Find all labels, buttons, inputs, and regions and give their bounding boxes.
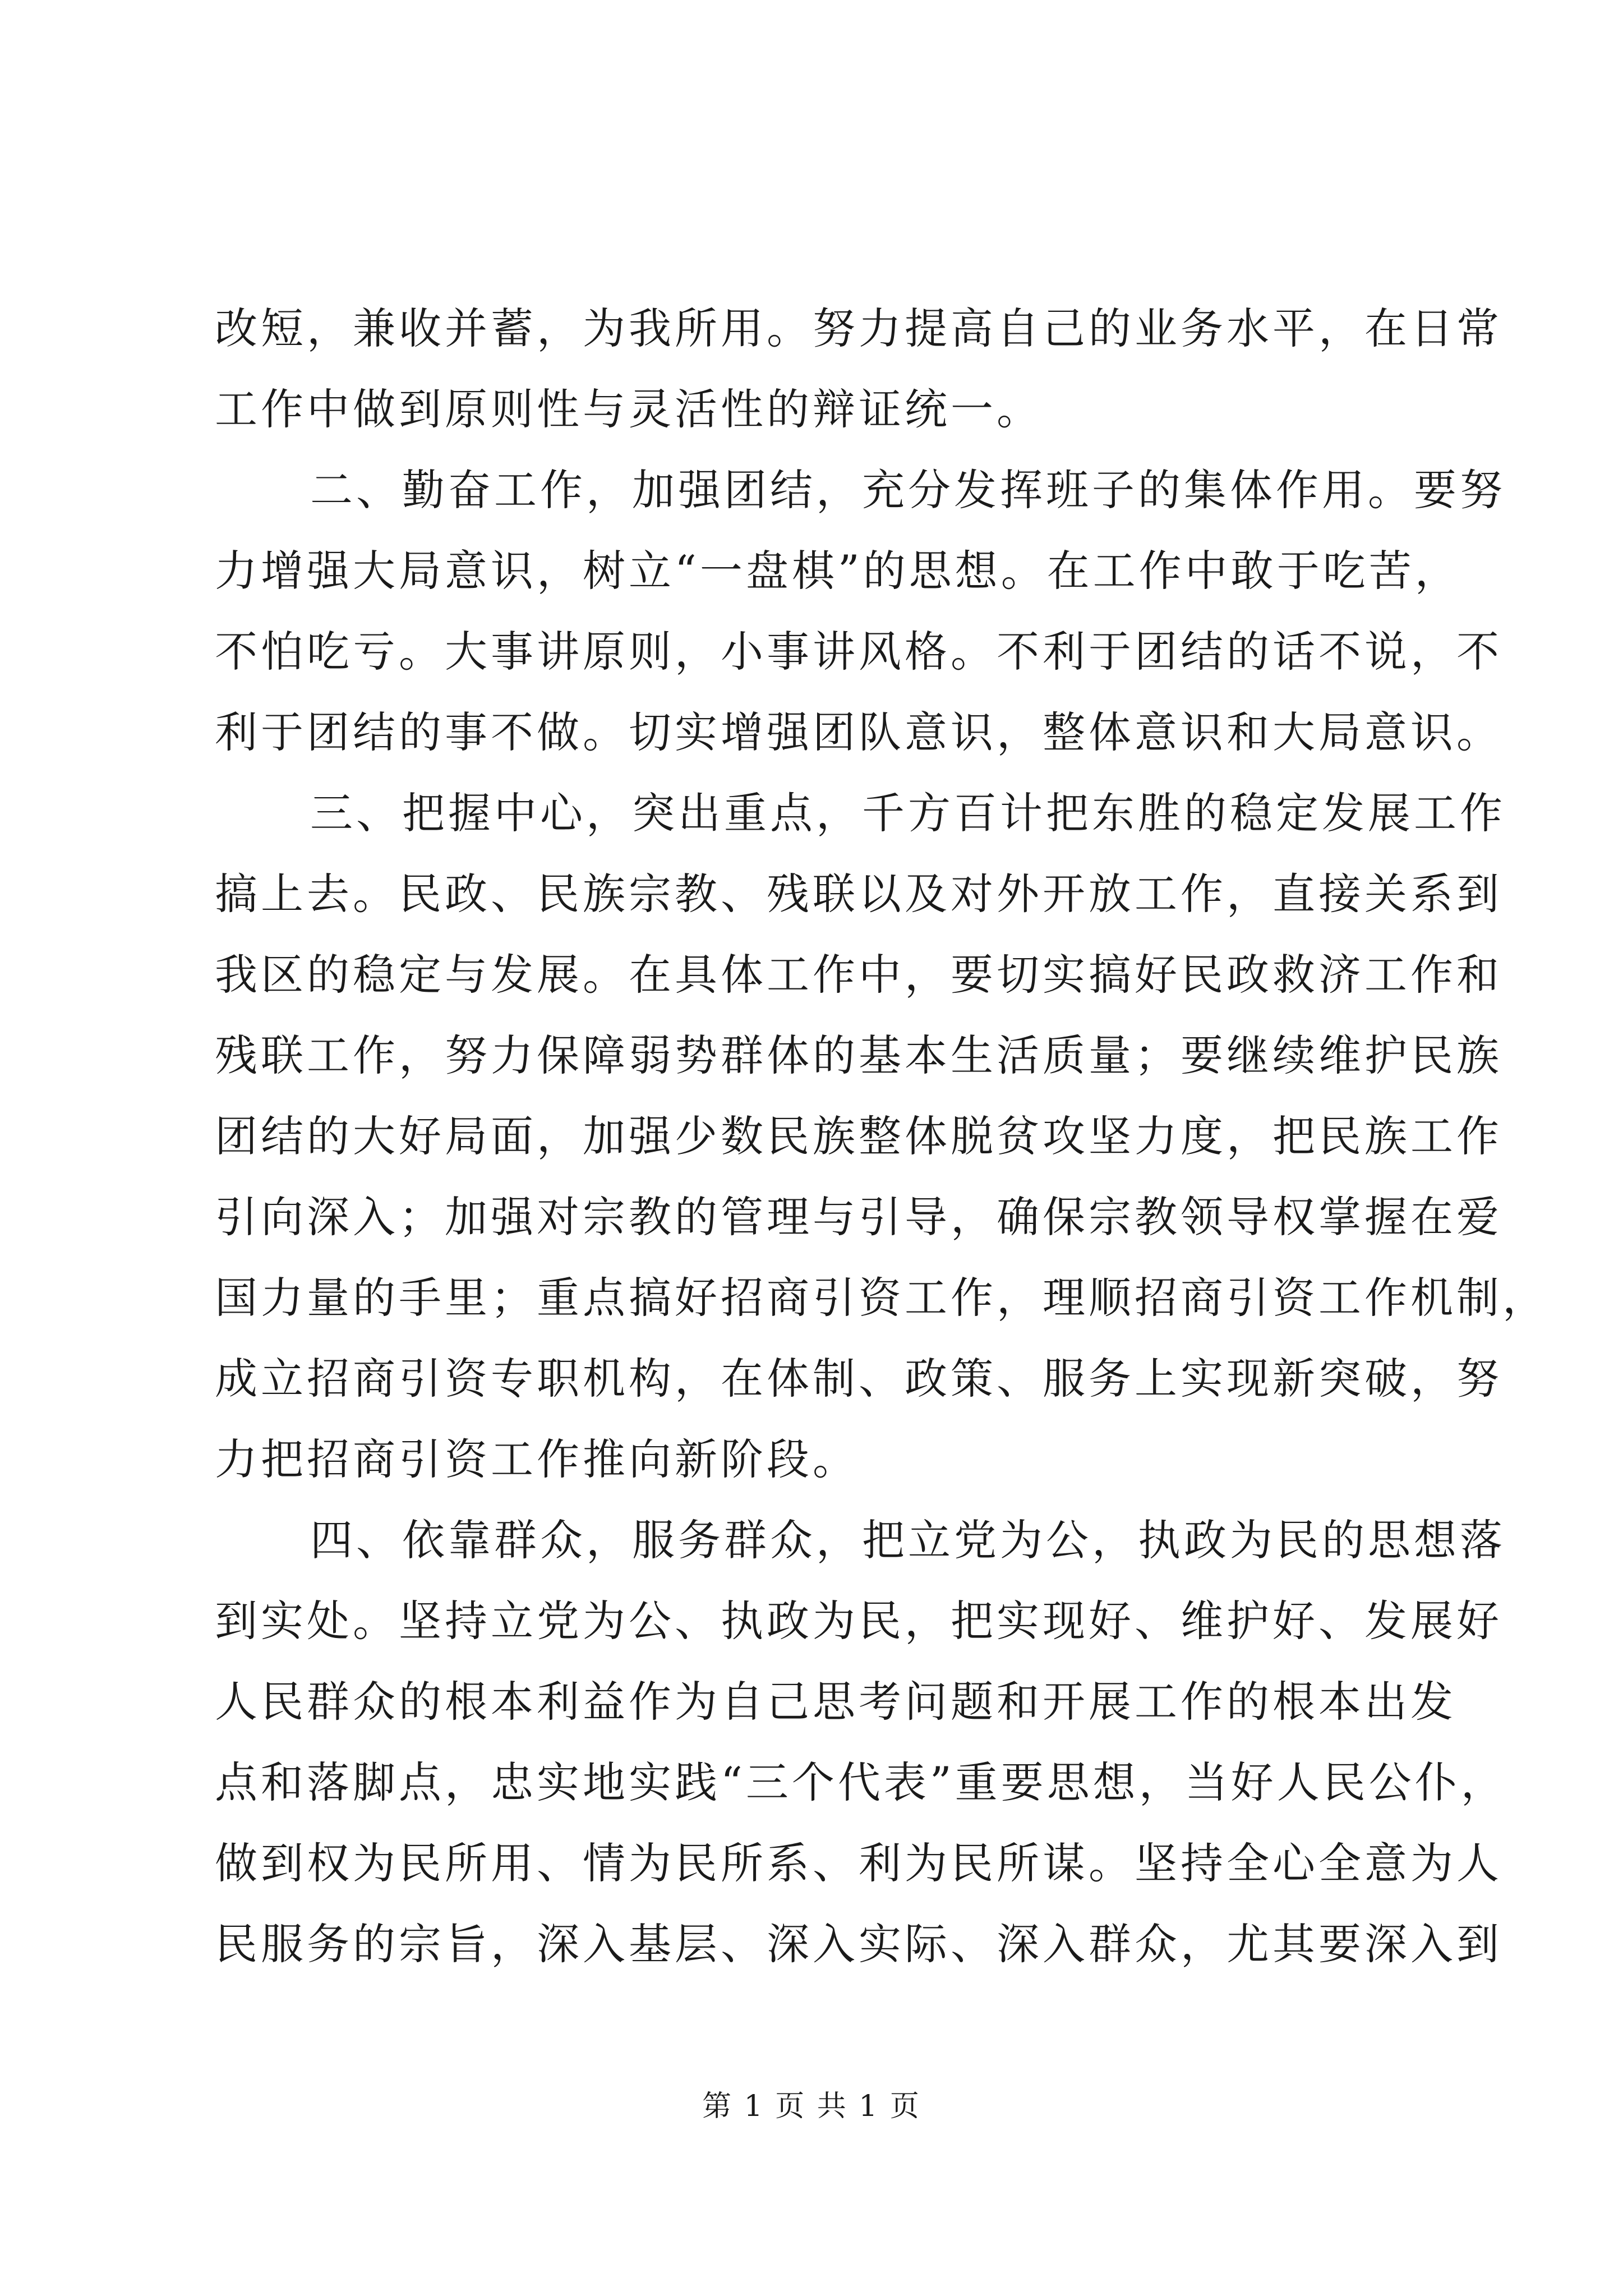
text-line: 力把招商引资工作推向新阶段。 — [215, 1434, 859, 1484]
text-line: 做到权为民所用、情为民所系、利为民所谋。坚持全心全意为人 — [215, 1838, 1502, 1888]
text-line: 工作中做到原则性与灵活性的辩证统一。 — [215, 384, 1043, 434]
text-line: 国力量的手里；重点搞好招商引资工作，理顺招商引资工作机制， — [215, 1273, 1548, 1323]
text-line: 利于团结的事不做。切实增强团队意识，整体意识和大局意识。 — [215, 707, 1502, 757]
text-line: 引向深入；加强对宗教的管理与引导，确保宗教领导权掌握在爱 — [215, 1192, 1502, 1242]
text-line: 搞上去。民政、民族宗教、残联以及对外开放工作，直接关系到 — [215, 869, 1502, 919]
text-line: 力增强大局意识，树立“一盘棋”的思想。在工作中敢于吃苦， — [215, 546, 1461, 596]
text-line: 人民群众的根本利益作为自己思考问题和开展工作的根本出发 — [215, 1677, 1456, 1727]
paragraph-heading-3: 三、把握中心，突出重点，千方百计把东胜的稳定发展工作 — [310, 788, 1506, 838]
text-line: 残联工作，努力保障弱势群体的基本生活质量；要继续维护民族 — [215, 1030, 1502, 1080]
text-line: 成立招商引资专职机构，在体制、政策、服务上实现新突破，努 — [215, 1354, 1502, 1404]
text-line: 改短，兼收并蓄，为我所用。努力提高自己的业务水平，在日常 — [215, 303, 1502, 353]
text-line: 我区的稳定与发展。在具体工作中，要切实搞好民政救济工作和 — [215, 950, 1502, 1000]
text-line: 不怕吃亏。大事讲原则，小事讲风格。不利于团结的话不说，不 — [215, 627, 1502, 677]
text-line: 到实处。坚持立党为公、执政为民，把实现好、维护好、发展好 — [215, 1596, 1502, 1646]
paragraph-heading-2: 二、勤奋工作，加强团结，充分发挥班子的集体作用。要努 — [310, 465, 1506, 515]
page-number-footer: 第 1 页 共 1 页 — [702, 2090, 921, 2123]
document-body — [215, 288, 1548, 1985]
text-line: 点和落脚点，忠实地实践“三个代表”重要思想，当好人民公仆， — [215, 1757, 1507, 1807]
paragraph-heading-4: 四、依靠群众，服务群众，把立党为公，执政为民的思想落 — [310, 1515, 1506, 1565]
text-line: 民服务的宗旨，深入基层、深入实际、深入群众，尤其要深入到 — [215, 1919, 1502, 1969]
text-line: 团结的大好局面，加强少数民族整体脱贫攻坚力度，把民族工作 — [215, 1111, 1502, 1161]
